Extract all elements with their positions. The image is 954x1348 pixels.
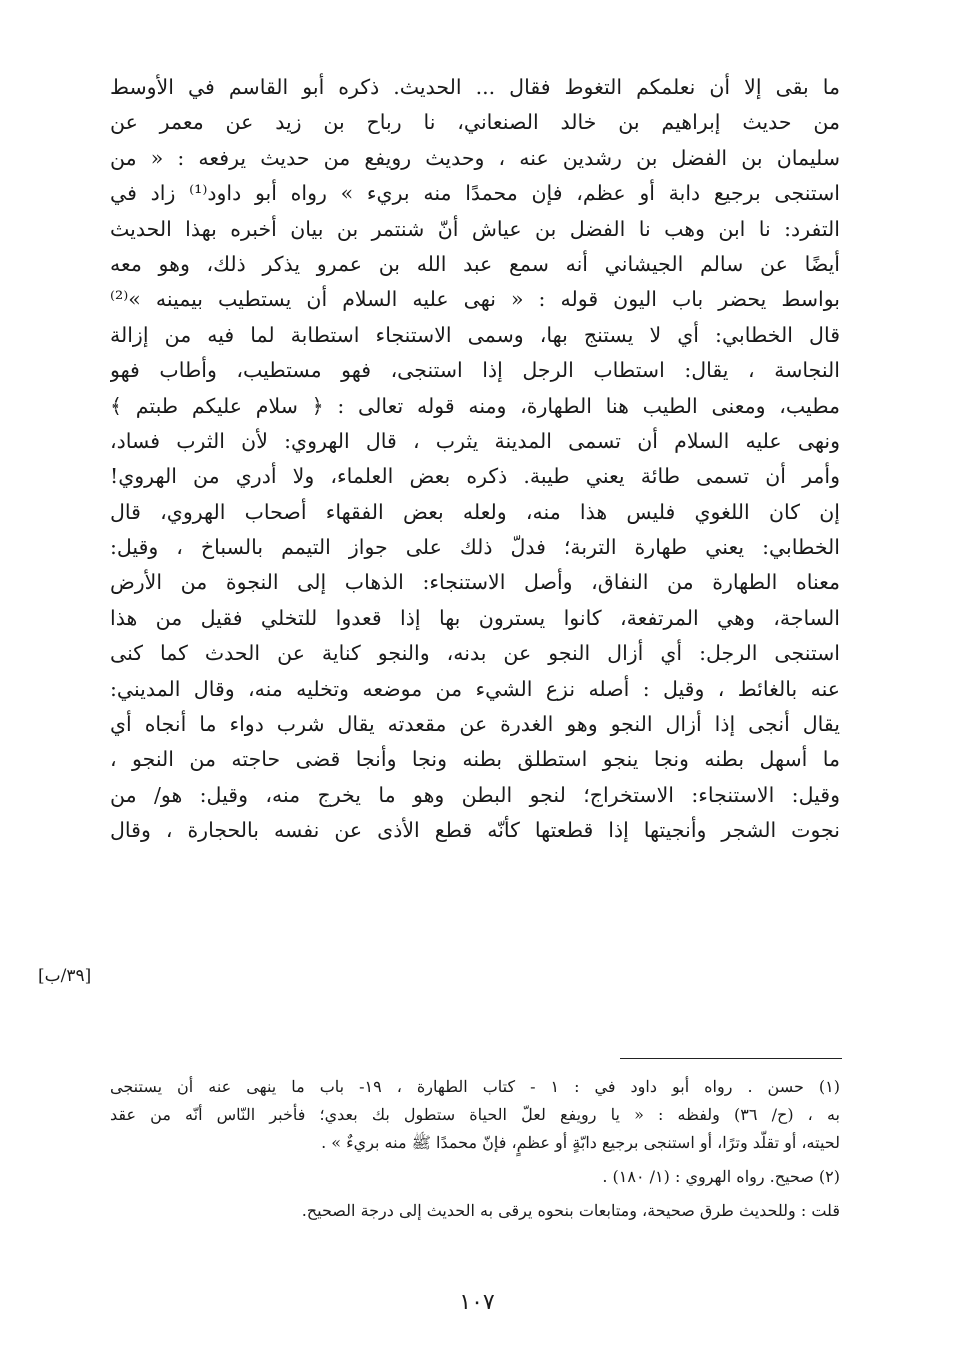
- text-line-10: مطيب، ومعنى الطيب هنا الطهارة، ومنه قوله تعالى : ﴿ سلام عليكم طبتم ﴾: [110, 393, 840, 418]
- footnote-separator: [620, 1058, 842, 1059]
- footnote-1-line-1: (١) حسن . رواه أبو داود في : ١ - كتاب الطهارة ، ١٩- باب ما ينهى عنه أن يستنجى: [110, 1077, 840, 1096]
- page-number: ١٠٧: [459, 1290, 495, 1315]
- footnotes-block: [110, 1073, 840, 1225]
- editor-note: قلت : وللحديث طرق صحيحة، ومتابعات بنحوه يرقى به الحديث إلى درجة الصحيح.: [301, 1201, 840, 1220]
- text-line-5: التفرد: نا ابن وهب نا الفضل بن عياش أنّ شنتمر بن بيان أخبره بهذا الحديث: [110, 216, 840, 241]
- text-line-12: وأمر أن تسمى طائة يعني طيبة. ذكره بعض العلماء، ولا أدري من الهروي!: [110, 464, 840, 489]
- footnote-1-line-2: به ، (ح/ ٣٦) ولفظه : « يا رويفع لعلّ الحياة ستطول بك بعدي؛ فأخبر النّاس أنّه من عقد: [110, 1105, 840, 1124]
- text-line-17: استنجى الرجل: أي أزال النجو عن بدنه، والنجو كناية عن الحدث كما كنى: [110, 641, 840, 666]
- text-line-21: وقيل: الاستنجاء: الاستخراج؛ لنجو البطن وهو ما يخرج منه، وقيل: هو/ من: [110, 782, 840, 807]
- text-line-20: ما أسهل بطنه ونجا ينجو استطلق بطنه ونجا وأنجا قضى حاجته من النجو ،: [110, 747, 840, 772]
- text-line-4: استنجى برجيع دابة أو عظم، فإن محمدًا منه بريء » رواه أبو داود⁽¹⁾ زاد في: [110, 181, 840, 206]
- text-line-19: يقال أنجى إذا أزال النجو وهو الغدرة عن مقعدته يقال شرب دواء ما أنجاه أي: [110, 712, 840, 737]
- text-line-2: من حديث إبراهيم بن خالد الصنعاني، نا رباح بن زيد عن معمر عن: [110, 110, 840, 135]
- footnote-2: (٢) صحيح. رواه الهروي : (١/ ١٨٠) .: [602, 1167, 840, 1186]
- main-text-block: [110, 70, 840, 849]
- text-line-16: الساجة، وهي المرتفعة، كانوا يسترون بها إذا قعدوا للتخلي فقيل من هذا: [110, 605, 840, 630]
- text-line-11: ونهى عليه السلام أن تسمى المدينة يثرب ، قال الهروي: لأن الثرب فساد،: [110, 428, 840, 453]
- text-line-7: بواسط يحضر باب اليون قوله : « نهى عليه السلام أن يستطيب بيمينه »⁽²⁾: [110, 287, 840, 312]
- text-line-1: ما بقى إلا أن نعلمكم التغوط فقال ... الحديث. ذكره أبو القاسم في الأوسط: [110, 75, 840, 99]
- text-line-18: عنه بالغائط ، وقيل : أصله نزع الشيء من موضعه وتخليه منه، وقال المديني:: [110, 676, 840, 701]
- manuscript-folio-marker: [٣٩/ب]: [38, 966, 92, 986]
- footnote-1-line-3: لحيته، أو تقلّد وترًا، أو استنجى برجيع دابّةٍ أو عظمٍ، فإنّ محمدًا ﷺ منه بريءٌ » .: [321, 1133, 840, 1152]
- text-line-9: النجاسة ، يقال: استطاب الرجل إذا استنجى، فهو مستطيب، وأطاب فهو: [110, 358, 840, 383]
- text-line-14: الخطابي: يعني طهارة التربة؛ فدلّ ذلك على جواز التيمم بالسباخ ، وقيل:: [110, 535, 840, 560]
- text-line-3: سليمان بن الفضل بن رشدين عنه ، وحديث رويفع من حديث يرفعه : « من: [110, 145, 840, 170]
- text-line-22: نجوت الشجر وأنجيتها إذا قطعتها كأنّه قطع الأذى عن نفسه بالحجارة ، وقال: [110, 818, 840, 843]
- text-line-8: قال الخطابي: أي لا يستنج بها، وسمى الاستنجاء استطابة لما فيه من إزالة: [110, 322, 840, 347]
- text-line-13: إن كان اللغوي فليس هذا منه، ولعله بعض الفقهاء أصحاب الهروي، قال: [110, 499, 840, 524]
- text-line-15: معناه الطهارة من النفاق، وأصل الاستنجاء: الذهاب إلى النجوة من الأرض: [110, 570, 840, 595]
- text-line-6: أيضًا عن سالم الجيشاني أنه سمع عبد الله بن عمرو يذكر ذلك، وهو معه: [110, 251, 840, 276]
